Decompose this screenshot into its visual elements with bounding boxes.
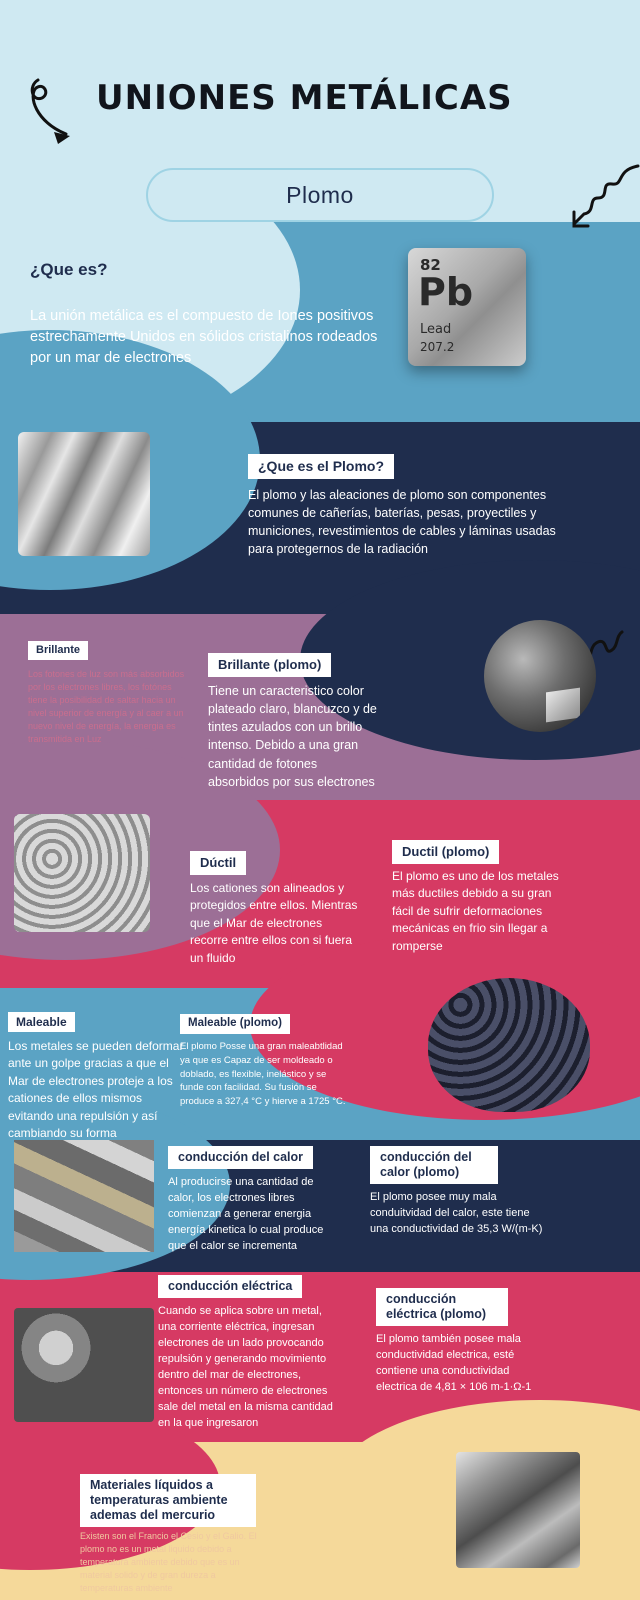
shot-photo — [428, 978, 590, 1112]
heading-maleable-plomo: Maleable (plomo) — [180, 1014, 290, 1034]
chunks-photo — [14, 1308, 154, 1422]
text-ductil: Los cationes son alineados y protegidos entre ellos. Mientras que el Mar de electrones recorre entre ellos con si fuera un fluido — [190, 881, 358, 965]
text-ductil-plomo: El plomo es uno de los metales más ductiles debido a su gran fácil de sufrir deformaciones mecánicas en frio sin llegar a romperse — [392, 869, 559, 953]
heading-que-es: ¿Que es? — [30, 260, 108, 279]
element-card-lead — [408, 248, 526, 366]
foil-photo — [18, 432, 150, 556]
pipes-photo — [14, 814, 150, 932]
rock-photo — [456, 1452, 580, 1568]
subtitle-pill: Plomo — [146, 168, 494, 222]
squiggle-icon — [572, 160, 640, 240]
text-brillante-plomo: Tiene un caracteristico color plateado claro, blancuzco y de tintes azulados con un brillo intenso. Debido a una gran cantidad de fotones absorbidos por sus electrones — [208, 684, 377, 789]
text-conduccion-electrica: Cuando se aplica sobre un metal, una corriente eléctrica, ingresan electrones de un lado provocando repulsión y generando movimiento dentro del mar de electrones, entonces un número de electrones sale del metal en la misma cantidad en la que ingresaron — [158, 1305, 333, 1429]
heading-conduccion-electrica-plomo: conducción eléctrica (plomo) — [376, 1288, 508, 1326]
text-conduccion-electrica-plomo: El plomo también posee mala conductividad electrica, esté contiene una conductividad electrica de 4,81 × 106 m-1·Ω-1 — [376, 1333, 532, 1393]
heading-conduccion-calor: conducción del calor — [168, 1146, 313, 1169]
text-que-es: La unión metálica es el compuesto de Iones positivos estrechamente Unidos en sólidos cristalinos rodeados por un mar de electrones — [30, 308, 378, 367]
element-symbol: Pb — [418, 270, 474, 314]
heading-ductil: Dúctil — [190, 851, 246, 875]
element-mass: 207.2 — [420, 340, 455, 354]
text-que-es-el-plomo: El plomo y las aleaciones de plomo son componentes comunes de cañerías, baterías, pesas, proyectiles y municiones, revestimientos de cables y láminas usadas para protegernos de la radiación — [248, 488, 556, 557]
heading-conduccion-electrica: conducción eléctrica — [158, 1275, 302, 1298]
heading-brillante-plomo: Brillante (plomo) — [208, 653, 331, 677]
heading-brillante: Brillante — [28, 641, 88, 660]
element-number: 82 — [420, 256, 441, 274]
text-maleable: Los metales se pueden deformar ante un golpe gracias a que el Mar de electrones proteje a los cationes de ellos mismos evitando una repulsión y así cambiando su forma — [8, 1039, 184, 1140]
text-brillante: Los fotones de luz son más absorbidos por los electrones libres, los fotónes tiene la posibilidad de saltar hacia un nivel superior de energía y al caer a un nuevo nivel de energía, la energia es transmitida en Luz — [28, 669, 185, 745]
curved-arrow-icon — [26, 72, 106, 152]
scrap-photo — [14, 1140, 154, 1252]
galena-photo — [484, 620, 596, 732]
page-title: UNIONES METÁLICAS — [96, 78, 513, 118]
heading-que-es-el-plomo: ¿Que es el Plomo? — [248, 454, 394, 479]
text-maleable-plomo: El plomo Posse una gran maleabtlidad ya que es Capaz de ser moldeado o doblado, es flexible, inelástico y se funde con facilidad. Su fusión se produce a 327,4 °C y hierve a 1725 °C. — [180, 1041, 346, 1108]
text-conduccion-calor: Al producirse una cantidad de calor, los electrones libres comienzan a generar energia energía kinetica lo cual produce que el calor se incrementa — [168, 1176, 324, 1252]
heading-maleable: Maleable — [8, 1012, 75, 1032]
heading-conduccion-calor-plomo: conducción del calor (plomo) — [370, 1146, 498, 1184]
text-conduccion-calor-plomo: El plomo posee muy mala conduitvidad del calor, este tiene una conductividad de 35,3 W/(m-K) — [370, 1191, 543, 1235]
element-name: Lead — [420, 322, 452, 337]
heading-materiales-liquidos: Materiales líquidos a temperaturas ambiente ademas del mercurio — [80, 1474, 256, 1527]
text-materiales-liquidos: Existen son el Francio el Cesio y el Galio. El plomo no es un metal liquido debido a temperatura ambiente debido que es un material solido y de gran dureza a temperaturas ambiente — [80, 1531, 257, 1594]
heading-ductil-plomo: Ductil (plomo) — [392, 840, 499, 864]
